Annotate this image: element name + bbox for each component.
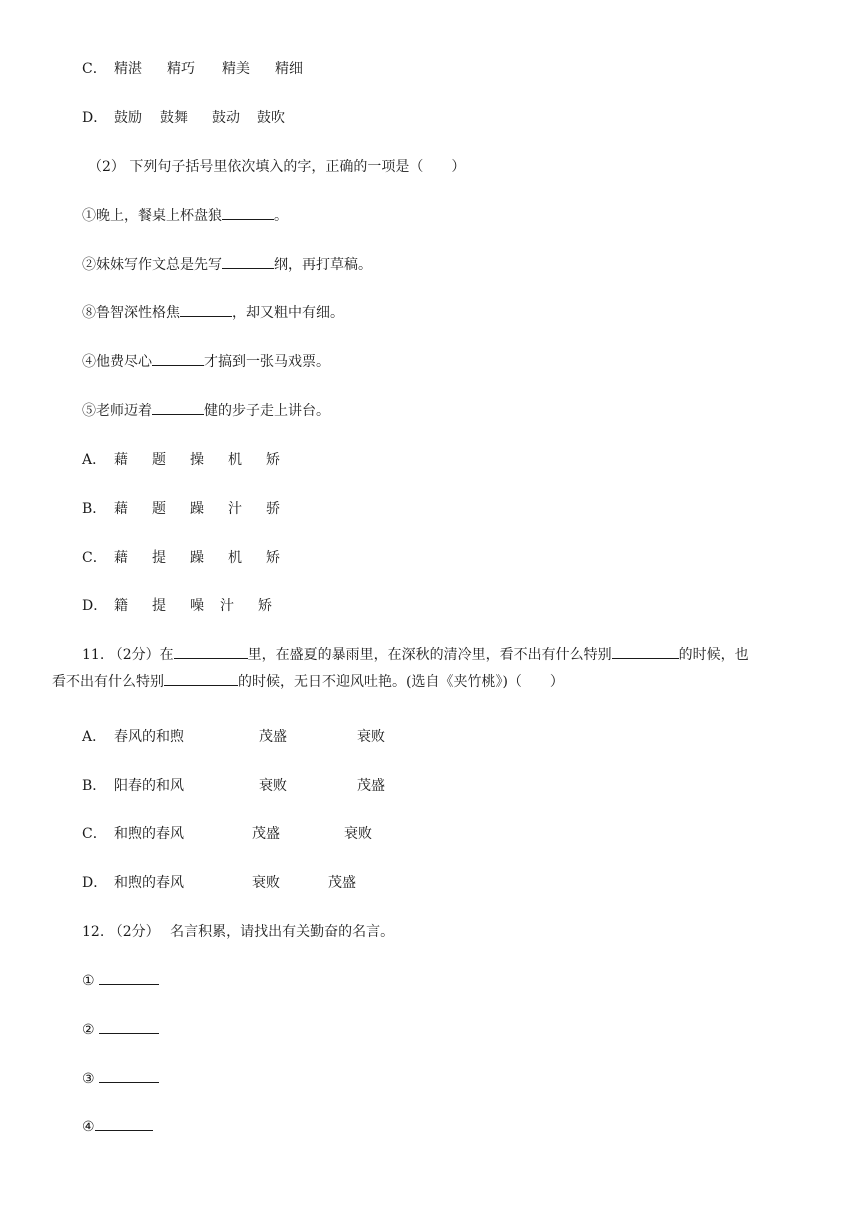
question-score: （2分） (108, 924, 160, 940)
option-word: 机 (228, 452, 242, 468)
q10-sub2-option-d[interactable] (82, 595, 815, 617)
option-word: 春风的和煦 (114, 729, 184, 745)
q10-option-d[interactable] (82, 107, 815, 129)
option-word: 精湛 (114, 61, 142, 77)
option-letter: B． (82, 501, 107, 517)
q10-sub2-option-c[interactable] (82, 547, 815, 569)
blank-field[interactable] (99, 970, 159, 985)
option-word: 鼓舞 (160, 110, 188, 126)
option-word: 躁 (190, 550, 204, 566)
option-word: 衰败 (344, 826, 372, 842)
question-score: （2分） (108, 647, 160, 663)
option-word: 精美 (222, 61, 250, 77)
option-word: 藉 (114, 452, 128, 468)
option-word: 题 (152, 501, 166, 517)
blank-field[interactable] (95, 1116, 153, 1131)
q11-option-d[interactable] (82, 872, 815, 894)
q12-answer-4: ④ (82, 1116, 815, 1138)
option-word: 汁 (228, 501, 242, 517)
option-word: 藉 (114, 501, 128, 517)
option-word: 和煦的春风 (114, 875, 184, 891)
option-word: 提 (152, 550, 166, 566)
q10-option-c[interactable] (82, 58, 815, 80)
option-word: 衰败 (259, 778, 287, 794)
option-word: 茂盛 (357, 778, 385, 794)
question-number: 12. (82, 924, 105, 940)
q10-sub2-sentence-5: ⑤老师迈着 健的步子走上讲台。 (82, 400, 815, 422)
q12-answer-1: ① (82, 970, 815, 992)
option-word: 鼓吹 (257, 110, 285, 126)
option-letter: C． (82, 61, 107, 77)
option-letter: A． (82, 452, 107, 468)
option-letter: B． (82, 778, 107, 794)
option-word: 机 (228, 550, 242, 566)
option-word: 汁 (220, 598, 234, 614)
option-word: 矫 (258, 598, 272, 614)
option-word: 骄 (266, 501, 280, 517)
option-word: 矫 (266, 550, 280, 566)
q10-sub2-sentence-2: ②妹妹写作文总是先写 纲，再打草稿。 (82, 254, 815, 276)
option-word: 茂盛 (328, 875, 356, 891)
option-word: 提 (152, 598, 166, 614)
option-word: 茂盛 (252, 826, 280, 842)
blank-field[interactable] (152, 400, 204, 415)
option-word: 题 (152, 452, 166, 468)
option-word: 阳春的和风 (114, 778, 184, 794)
option-letter: D． (82, 110, 108, 126)
blank-field[interactable] (222, 205, 274, 220)
option-word: 矫 (266, 452, 280, 468)
option-word: 籍 (114, 598, 128, 614)
q10-sub2-option-a[interactable] (82, 449, 815, 471)
option-word: 鼓励 (114, 110, 142, 126)
blank-field[interactable] (164, 671, 238, 686)
blank-field[interactable] (99, 1068, 159, 1083)
blank-field[interactable] (612, 644, 679, 659)
blank-field[interactable] (152, 351, 204, 366)
option-word: 衰败 (252, 875, 280, 891)
q11-option-b[interactable] (82, 775, 815, 797)
option-word: 精细 (275, 61, 303, 77)
q10-sub2-sentence-1: ①晚上，餐桌上杯盘狼 。 (82, 205, 815, 227)
option-letter: D． (82, 875, 108, 891)
option-word: 躁 (190, 501, 204, 517)
q11-stem: 11. （2分）在 里，在盛夏的暴雨里，在深秋的清冷里，看不出有什么特别 的时候，也 看不出有什么特别 的时候，无日不迎风吐艳。(选自《夹竹桃》)（ ） (82, 644, 822, 693)
q10-sub2-sentence-4: ④他费尽心 才搞到一张马戏票。 (82, 351, 815, 373)
option-letter: D． (82, 598, 108, 614)
option-word: 精巧 (167, 61, 195, 77)
blank-field[interactable] (180, 302, 232, 317)
option-word: 茂盛 (259, 729, 287, 745)
q12-stem: 12. （2分） 名言积累，请找出有关勤奋的名言。 (82, 924, 395, 940)
option-word: 鼓动 (212, 110, 240, 126)
option-letter: A． (82, 729, 107, 745)
q11-option-c[interactable] (82, 823, 815, 845)
q12-answer-2: ② (82, 1019, 815, 1041)
question-number: 11. (82, 647, 105, 663)
option-word: 操 (190, 452, 204, 468)
blank-field[interactable] (99, 1019, 159, 1034)
q11-option-a[interactable] (82, 726, 815, 748)
blank-field[interactable] (174, 644, 248, 659)
option-word: 噪 (190, 598, 204, 614)
option-word: 衰败 (357, 729, 385, 745)
q10-sub2-sentence-3: ⑧鲁智深性格焦 ，却又粗中有细。 (82, 302, 815, 324)
q12-answer-3: ③ (82, 1068, 815, 1090)
option-letter: C． (82, 826, 107, 842)
option-letter: C． (82, 550, 107, 566)
q10-sub2-option-b[interactable] (82, 498, 815, 520)
option-word: 和煦的春风 (114, 826, 184, 842)
q10-sub2-stem: （2） 下列句子括号里依次填入的字，正确的一项是（ ） (88, 159, 466, 175)
option-word: 藉 (114, 550, 128, 566)
blank-field[interactable] (222, 254, 274, 269)
